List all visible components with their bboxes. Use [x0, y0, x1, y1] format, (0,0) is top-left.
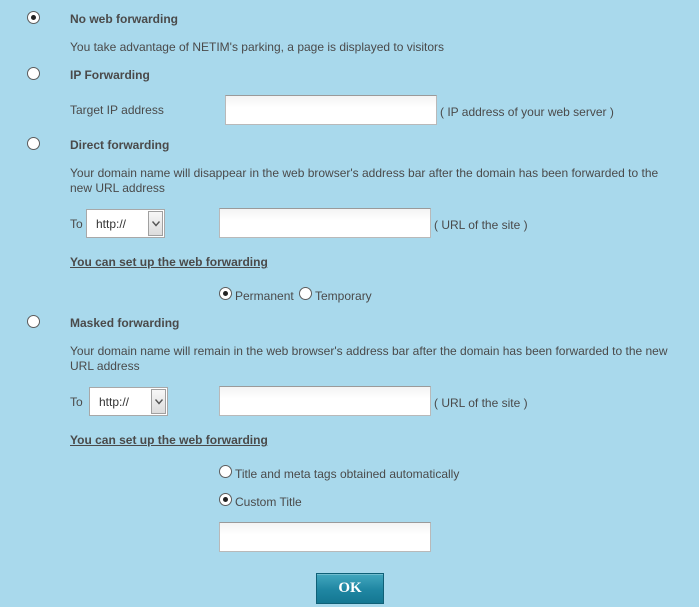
permanent-radio[interactable]	[219, 287, 232, 300]
masked-url-hint: ( URL of the site )	[434, 396, 528, 410]
target-ip-hint: ( IP address of your web server )	[440, 105, 614, 119]
ip-forwarding-title: IP Forwarding	[70, 68, 150, 82]
direct-forwarding-description: Your domain name will disappear in the web browser's address bar after the domain has been forwarded to the new URL address	[70, 166, 659, 195]
auto-meta-label: Title and meta tags obtained automatically	[235, 467, 460, 481]
direct-protocol-value: http://	[96, 217, 127, 231]
target-ip-label: Target IP address	[70, 103, 164, 117]
direct-to-label: To	[70, 217, 83, 231]
chevron-down-icon[interactable]	[151, 389, 166, 414]
masked-protocol-value: http://	[99, 395, 130, 409]
masked-forwarding-description: Your domain name will remain in the web browser's address bar after the domain has been forwarded to the new URL address	[70, 344, 668, 373]
direct-url-input[interactable]	[219, 208, 431, 238]
no-forwarding-radio[interactable]	[27, 11, 40, 24]
direct-forwarding-radio[interactable]	[27, 137, 40, 150]
direct-url-hint: ( URL of the site )	[434, 218, 528, 232]
masked-url-input[interactable]	[219, 386, 431, 416]
no-forwarding-description: You take advantage of NETIM's parking, a page is displayed to visitors	[70, 40, 445, 54]
temporary-label: Temporary	[315, 289, 372, 303]
custom-title-label: Custom Title	[235, 495, 302, 509]
ip-forwarding-radio[interactable]	[27, 67, 40, 80]
no-forwarding-title: No web forwarding	[70, 12, 178, 26]
ok-button[interactable]: OK	[316, 573, 384, 604]
masked-to-label: To	[70, 395, 83, 409]
permanent-label: Permanent	[235, 289, 294, 303]
direct-protocol-select[interactable]	[86, 209, 165, 238]
masked-forwarding-title: Masked forwarding	[70, 316, 180, 330]
temporary-radio[interactable]	[299, 287, 312, 300]
auto-meta-radio[interactable]	[219, 465, 232, 478]
custom-title-input[interactable]	[219, 522, 431, 552]
target-ip-input[interactable]	[225, 95, 437, 125]
direct-forwarding-title: Direct forwarding	[70, 138, 170, 152]
custom-title-radio[interactable]	[219, 493, 232, 506]
masked-setup-link[interactable]: You can set up the web forwarding	[70, 433, 268, 447]
masked-protocol-select[interactable]	[89, 387, 168, 416]
masked-forwarding-radio[interactable]	[27, 315, 40, 328]
chevron-down-icon[interactable]	[148, 211, 163, 236]
direct-setup-link[interactable]: You can set up the web forwarding	[70, 255, 268, 269]
